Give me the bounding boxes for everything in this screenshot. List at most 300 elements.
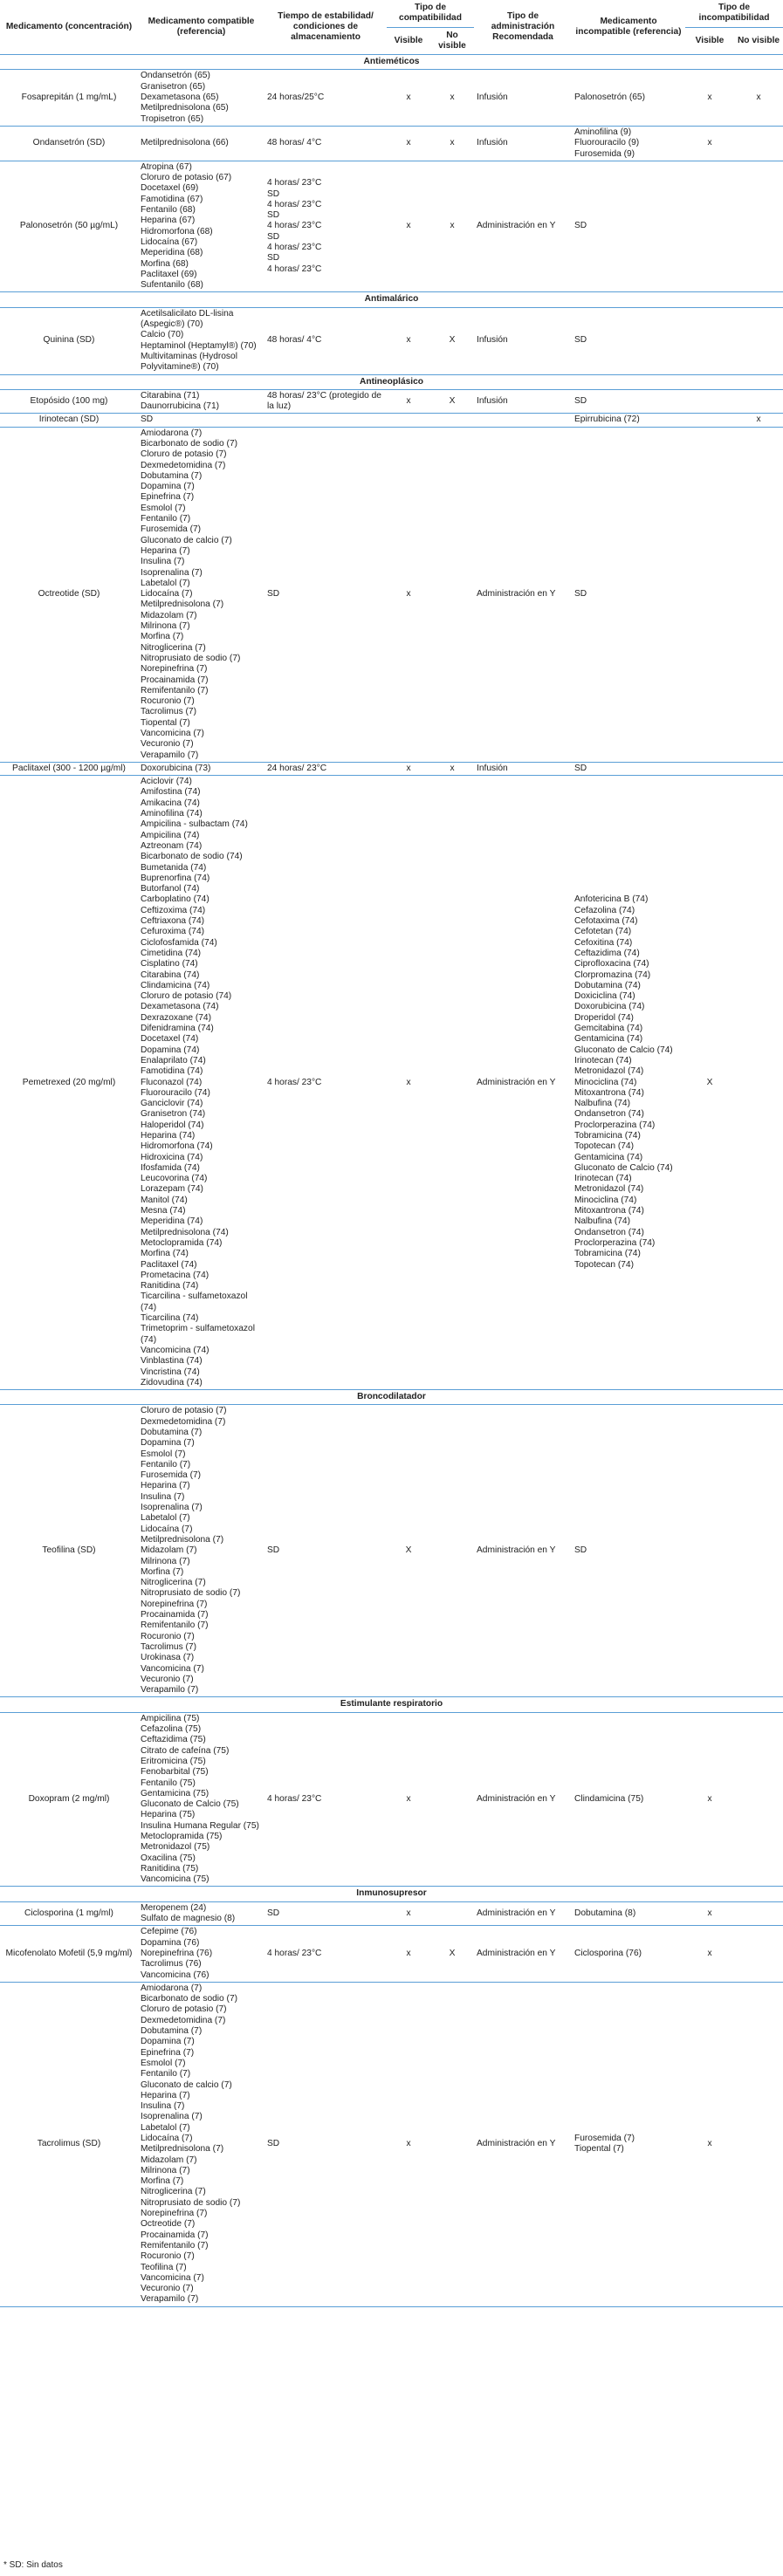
compatible-drug: Verapamilo (7) [141, 2294, 199, 2305]
compatible-drug: Haloperidol (74) [141, 1120, 204, 1130]
compatible-drug: Lidocaína (7) [141, 1524, 193, 1534]
incompatible-drug: Metronidazol (74) [574, 1184, 644, 1195]
incompatible-list [572, 389, 685, 414]
compatible-drug: Vancomicina (74) [141, 1345, 209, 1355]
stability-value: 4 horas/ 23°C [267, 178, 322, 188]
compatible-drug: Trimetoprim - sulfametoxazol (74) [141, 1324, 255, 1345]
compatible-drug: Amiodarona (7) [141, 428, 203, 438]
compatible-drug: Nitroprusiato de sodio (7) [141, 1588, 241, 1599]
compatible-drug: Vancomicina (76) [141, 1970, 209, 1980]
stability-value: 4 horas/ 23°C [267, 1793, 322, 1804]
incompatible-drug: Tiopental (7) [574, 2144, 624, 2155]
compatible-drug: Cloruro de potasio (74) [141, 991, 232, 1002]
compat-visible: X [387, 1405, 430, 1697]
compatible-drug: Amifostina (74) [141, 787, 201, 798]
compatible-list [138, 776, 264, 1390]
compatible-drug: Bicarbonato de sodio (74) [141, 852, 243, 862]
compatible-drug: Lorazepam (74) [141, 1184, 203, 1195]
compatible-drug: Milrinona (7) [141, 621, 190, 632]
header-compat-type: Tipo de compatibilidad [387, 0, 474, 27]
compatible-drug: Dopamina (74) [141, 1045, 200, 1055]
compatible-drug: Gluconato de calcio (7) [141, 535, 232, 545]
incompatible-drug: Gentamicina (74) [574, 1034, 643, 1045]
compatible-drug: Dexmedetomidina (7) [141, 2015, 226, 2025]
compatible-drug: Vecuronio (7) [141, 739, 194, 750]
compatible-drug: Tacrolimus (7) [141, 1641, 196, 1652]
incompatible-list [572, 1982, 685, 2306]
incompatible-drug: Tobramicina (74) [574, 1249, 641, 1259]
incompat-no-visible: x [734, 414, 783, 427]
compatible-drug: Bicarbonato de sodio (7) [141, 1994, 237, 2004]
compatible-drug: Fentanilo (7) [141, 2069, 191, 2079]
stability-value: SD [267, 253, 280, 264]
incompatible-drug: Tobramicina (74) [574, 1130, 641, 1141]
compatible-drug: Insulina Humana Regular (75) [141, 1820, 259, 1831]
incompat-visible [685, 307, 734, 374]
compatible-drug: Dexmedetomidina (7) [141, 1416, 226, 1427]
footnote: * SD: Sin datos [3, 2560, 63, 2570]
compatible-drug: Difenidramina (74) [141, 1024, 214, 1034]
incompatible-drug: Furosemida (9) [574, 148, 635, 159]
drug-name: Doxopram (2 mg/ml) [0, 1712, 138, 1887]
compatible-drug: Procainamida (7) [141, 2230, 209, 2240]
administration-type: Administración en Y [474, 776, 572, 1390]
compatible-drug: Heparina (67) [141, 216, 196, 226]
compat-visible: x [387, 776, 430, 1390]
incompatible-drug: Doxorubicina (74) [574, 1002, 645, 1012]
compatible-drug: SD [141, 414, 154, 425]
compatible-drug: Eritromicina (75) [141, 1756, 206, 1766]
incompatible-drug: Proclorperazina (74) [574, 1237, 656, 1248]
stability-list [264, 1982, 387, 2306]
compatible-drug: Hidromorfona (68) [141, 226, 213, 236]
administration-type: Infusión [474, 389, 572, 414]
drug-name: Pemetrexed (20 mg/ml) [0, 776, 138, 1390]
compatible-drug: Fentanilo (68) [141, 205, 196, 216]
compatible-drug: Cefazolina (75) [141, 1724, 202, 1735]
incompatible-drug: Nalbufina (74) [574, 1216, 630, 1227]
table-body [0, 55, 783, 2307]
incompatible-drug: Furosemida (7) [574, 2134, 635, 2143]
section-title: Antineoplásico [0, 374, 783, 389]
compatible-drug: Nitroglicerina (7) [141, 642, 206, 653]
compatible-drug: Dopamina (76) [141, 1937, 200, 1948]
compatible-drug: Docetaxel (74) [141, 1034, 199, 1045]
compatible-drug: Ondansetrón (65) [141, 71, 210, 81]
incompatible-list [572, 1405, 685, 1697]
incompatible-drug: Palonosetrón (65) [574, 92, 645, 103]
stability-list [264, 1405, 387, 1697]
compatible-drug: Vancomicina (7) [141, 2272, 204, 2283]
compatible-list [138, 126, 264, 161]
incompatible-drug: Gemcitabina (74) [574, 1024, 643, 1034]
incompatible-drug: Ciprofloxacina (74) [574, 959, 649, 969]
stability-value: SD [267, 1545, 280, 1556]
incompatible-list [572, 1712, 685, 1887]
incompatible-drug: Cefotetan (74) [574, 927, 632, 937]
stability-list [264, 389, 387, 414]
drug-name: Tacrolimus (SD) [0, 1982, 138, 2306]
incompat-no-visible [734, 427, 783, 762]
administration-type [474, 414, 572, 427]
stability-list [264, 126, 387, 161]
compatible-drug: Heparina (7) [141, 2090, 190, 2100]
table-header [0, 0, 783, 55]
incompatible-drug: Aminofilina (9) [574, 127, 632, 137]
compatible-drug: Vecuronio (7) [141, 2284, 194, 2294]
stability-list [264, 1712, 387, 1887]
compatible-drug: Rocuronio (7) [141, 1631, 195, 1641]
compatible-drug: Butorfanol (74) [141, 884, 200, 894]
administration-type: Administración en Y [474, 1926, 572, 1982]
incompatible-drug: SD [574, 589, 587, 599]
compatible-drug: Nitroprusiato de sodio (7) [141, 2197, 241, 2208]
table-row [0, 776, 783, 1390]
compatible-drug: Fluorouracilo (74) [141, 1087, 210, 1098]
incompatible-drug: Cefotaxima (74) [574, 916, 638, 927]
incompat-no-visible [734, 1926, 783, 1982]
incompatible-drug: Fluorouracilo (9) [574, 138, 640, 148]
compat-no-visible: X [430, 1926, 474, 1982]
stability-value: 4 horas/ 23°C [267, 221, 322, 231]
incompatible-drug: Clorpromazina (74) [574, 969, 651, 980]
incompatible-drug: Proclorperazina (74) [574, 1120, 656, 1130]
incompatible-drug: Topotecan (74) [574, 1259, 634, 1270]
stability-value: SD [267, 2139, 280, 2149]
compatible-drug: Esmolol (7) [141, 503, 186, 513]
administration-type: Administración en Y [474, 1982, 572, 2306]
compat-visible: x [387, 762, 430, 775]
compatible-drug: Heparina (75) [141, 1810, 196, 1820]
header-compatible: Medicamento compatible (referencia) [148, 16, 255, 38]
compatible-drug: Morfina (74) [141, 1249, 189, 1259]
compatible-drug: Ampicilina - sulbactam (74) [141, 819, 248, 830]
compatible-drug: Tacrolimus (7) [141, 707, 196, 717]
compatible-drug: Prometacina (74) [141, 1270, 209, 1280]
compatible-drug: Citrato de cafeína (75) [141, 1745, 230, 1756]
compatible-drug: Paclitaxel (69) [141, 269, 197, 279]
section-header [0, 1390, 783, 1405]
header-stability: Tiempo de estabilidad/ condiciones de almacenamiento [278, 10, 374, 43]
incompat-visible: x [685, 1901, 734, 1926]
compatible-drug: Aciclovir (74) [141, 777, 192, 787]
incompat-visible: x [685, 1712, 734, 1887]
compatible-drug: Ciclofosfamida (74) [141, 937, 217, 948]
compatible-drug: Norepinefrina (7) [141, 664, 208, 675]
incompatible-list [572, 776, 685, 1390]
compatible-drug: Nitroglicerina (7) [141, 1578, 206, 1588]
compat-visible: x [387, 307, 430, 374]
compat-no-visible: x [430, 70, 474, 126]
compatible-drug: Teofilina (7) [141, 2262, 187, 2272]
compat-visible: x [387, 1982, 430, 2306]
incompatible-drug: Cefazolina (74) [574, 905, 635, 915]
stability-value: SD [267, 231, 280, 242]
compatible-drug: Isoprenalina (7) [141, 567, 203, 578]
stability-list [264, 1926, 387, 1982]
table-row [0, 70, 783, 126]
compatible-drug: Rocuronio (7) [141, 2251, 195, 2262]
stability-value: 48 horas/ 4°C [267, 138, 322, 148]
compatible-drug: Isoprenalina (7) [141, 1503, 203, 1513]
compatible-drug: Esmolol (7) [141, 1449, 186, 1459]
compatible-drug: Granisetron (65) [141, 81, 206, 92]
compatible-list [138, 1712, 264, 1887]
section-header [0, 55, 783, 70]
incompatible-drug: Gluconato de Calcio (74) [574, 1045, 673, 1055]
compatible-drug: Metoclopramida (75) [141, 1831, 223, 1841]
drug-name: Irinotecan (SD) [0, 414, 138, 427]
drug-name: Octreotide (SD) [0, 427, 138, 762]
administration-type: Administración en Y [474, 1901, 572, 1926]
compatible-drug: Daunorrubicina (71) [141, 401, 220, 412]
compatible-drug: Esmolol (7) [141, 2058, 186, 2068]
stability-value: 48 horas/ 4°C [267, 335, 322, 346]
incompatible-list [572, 307, 685, 374]
stability-value: 4 horas/ 23°C [267, 264, 322, 274]
incompat-visible: x [685, 70, 734, 126]
compatible-drug: Morfina (68) [141, 258, 189, 269]
compatible-drug: Aminofilina (74) [141, 809, 203, 819]
compatible-drug: Multivitaminas (Hydrosol Polyvitamine®) (70) [141, 351, 237, 373]
compatible-drug: Fentanilo (7) [141, 1459, 191, 1470]
incompat-visible: x [685, 1982, 734, 2306]
compatible-drug: Milrinona (7) [141, 1556, 190, 1566]
compatible-drug: Insulina (7) [141, 2101, 185, 2112]
compatible-drug: Cimetidina (74) [141, 948, 202, 958]
compat-visible: x [387, 1712, 430, 1887]
incompat-visible: x [685, 126, 734, 161]
stability-list [264, 776, 387, 1390]
compatible-drug: Morfina (7) [141, 632, 184, 642]
compat-no-visible [430, 1712, 474, 1887]
compatible-drug: Ranitidina (75) [141, 1863, 199, 1874]
compat-visible: x [387, 1901, 430, 1926]
incompatible-list [572, 427, 685, 762]
compatible-drug: Sufentanilo (68) [141, 280, 203, 291]
incompat-no-visible [734, 1901, 783, 1926]
compatible-list [138, 161, 264, 292]
incompatible-drug: Mitoxantrona (74) [574, 1206, 644, 1216]
compat-visible: x [387, 70, 430, 126]
compatible-drug: Heparina (74) [141, 1130, 196, 1141]
section-header [0, 374, 783, 389]
compatible-drug: Dobutamina (7) [141, 470, 203, 481]
compatible-drug: Isoprenalina (7) [141, 2112, 203, 2122]
compat-no-visible [430, 776, 474, 1390]
compatible-drug: Dexmedetomidina (7) [141, 460, 226, 470]
compat-no-visible: x [430, 161, 474, 292]
compatible-drug: Milrinona (7) [141, 2165, 190, 2175]
compatible-drug: Heparina (7) [141, 1481, 190, 1491]
compatible-drug: Ampicilina (74) [141, 830, 200, 840]
stability-list [264, 1901, 387, 1926]
incompat-no-visible [734, 161, 783, 292]
compatible-drug: Ceftriaxona (74) [141, 916, 205, 927]
compatible-drug: Metoclopramida (74) [141, 1237, 223, 1248]
compat-no-visible [430, 414, 474, 427]
compatible-drug: Cloruro de potasio (7) [141, 2004, 227, 2015]
incompat-visible [685, 427, 734, 762]
compatible-drug: Famotidina (67) [141, 194, 203, 204]
compatible-drug: Hidroxicina (74) [141, 1152, 203, 1162]
compatible-drug: Granisetron (74) [141, 1109, 206, 1120]
compatible-drug: Remifentanilo (7) [141, 685, 209, 695]
drug-name: Etopósido (100 mg) [0, 389, 138, 414]
compatible-drug: Leucovorina (74) [141, 1174, 208, 1184]
compatible-drug: Heptaminol (Heptamyl®) (70) [141, 340, 257, 351]
stability-value: SD [267, 188, 280, 199]
table-row [0, 1901, 783, 1926]
compatible-drug: Epinefrina (7) [141, 2047, 195, 2058]
compatible-drug: Buprenorfina (74) [141, 873, 210, 883]
table-row [0, 1405, 783, 1697]
compatible-drug: Remifentanilo (7) [141, 2240, 209, 2251]
incompatible-list [572, 70, 685, 126]
compatible-drug: Norepinefrina (76) [141, 1948, 213, 1958]
compatible-drug: Amiodarona (7) [141, 1983, 203, 1993]
header-no-visible-incompat: No visible [734, 27, 783, 55]
drug-name: Teofilina (SD) [0, 1405, 138, 1697]
compat-visible: x [387, 389, 430, 414]
stability-value: 24 horas/25°C [267, 92, 325, 103]
incompat-visible [685, 414, 734, 427]
incompatible-drug: Minociclina (74) [574, 1077, 637, 1087]
compatible-drug: Doxorubicina (73) [141, 763, 211, 773]
compatible-drug: Vancomicina (7) [141, 1663, 204, 1674]
incompat-no-visible [734, 389, 783, 414]
compatible-drug: Ranitidina (74) [141, 1281, 199, 1291]
compatible-drug: Metilprednisolona (66) [141, 138, 229, 148]
incompatible-drug: Gentamicina (74) [574, 1152, 643, 1162]
compatible-drug: Vecuronio (7) [141, 1674, 194, 1684]
section-header [0, 292, 783, 307]
incompatible-list [572, 762, 685, 775]
incompatible-drug: Doxiciclina (74) [574, 991, 635, 1002]
drug-name: Ciclosporina (1 mg/ml) [0, 1901, 138, 1926]
administration-type: Infusión [474, 70, 572, 126]
compatible-drug: Urokinasa (7) [141, 1653, 195, 1663]
stability-list [264, 70, 387, 126]
compatible-drug: Meperidina (74) [141, 1216, 203, 1227]
incompatible-drug: Nalbufina (74) [574, 1099, 630, 1109]
incompat-no-visible [734, 776, 783, 1390]
compatible-drug: Acetilsalicilato DL-lisina (Aspegic®) (70) [141, 308, 234, 330]
compatible-drug: Heparina (7) [141, 545, 190, 556]
compatible-drug: Cefepime (76) [141, 1927, 197, 1937]
compatible-drug: Cefuroxima (74) [141, 927, 205, 937]
compatible-drug: Dopamina (7) [141, 1438, 195, 1449]
header-administration: Tipo de administración Recomendada [491, 10, 555, 43]
incompat-visible [685, 389, 734, 414]
compatible-drug: Aztreonam (74) [141, 840, 203, 851]
section-title: Estimulante respiratorio [0, 1697, 783, 1712]
compatible-drug: Dobutamina (7) [141, 1428, 203, 1437]
incompatible-drug: Droperidol (74) [574, 1012, 634, 1023]
compatible-drug: Dopamina (7) [141, 482, 195, 492]
stability-list [264, 414, 387, 427]
compatible-drug: Dopamina (7) [141, 2037, 195, 2047]
compatible-drug: Vancomicina (75) [141, 1874, 209, 1885]
section-title: Antieméticos [0, 55, 783, 70]
compatible-drug: Cloruro de potasio (67) [141, 173, 232, 183]
compatible-drug: Verapamilo (7) [141, 750, 199, 760]
incompatible-drug: Ceftazidima (74) [574, 948, 640, 958]
incompatible-list [572, 1926, 685, 1982]
incompatible-drug: Ciclosporina (76) [574, 1948, 642, 1958]
compat-no-visible [430, 1405, 474, 1697]
compatible-drug: Vancomicina (7) [141, 729, 204, 738]
compatible-drug: Epinefrina (7) [141, 492, 195, 503]
incompat-no-visible [734, 126, 783, 161]
administration-type: Administración en Y [474, 1712, 572, 1887]
compatible-drug: Famotidina (74) [141, 1066, 203, 1077]
table-row [0, 762, 783, 775]
header-incompat-type: Tipo de incompatibilidad [685, 0, 783, 27]
drug-name: Palonosetrón (50 µg/mL) [0, 161, 138, 292]
compatible-drug: Norepinefrina (7) [141, 2209, 208, 2219]
compatible-drug: Bicarbonato de sodio (7) [141, 438, 237, 449]
compatible-list [138, 389, 264, 414]
table-row [0, 414, 783, 427]
incompat-visible: X [685, 776, 734, 1390]
incompat-no-visible [734, 1405, 783, 1697]
administration-type: Administración en Y [474, 427, 572, 762]
compatible-drug: Docetaxel (69) [141, 183, 199, 194]
compatible-drug: Lidocaína (7) [141, 589, 193, 599]
compatible-drug: Ceftazidima (75) [141, 1735, 206, 1745]
incompat-visible [685, 1405, 734, 1697]
compatible-list [138, 414, 264, 427]
incompatible-drug: Ondansetron (74) [574, 1109, 644, 1120]
stability-value: SD [267, 210, 280, 221]
compatible-drug: Tropisetron (65) [141, 113, 204, 124]
incompatible-drug: SD [574, 763, 587, 773]
compatible-drug: Metilprednisolona (74) [141, 1227, 229, 1237]
compatible-list [138, 1405, 264, 1697]
compatible-drug: Zidovudina (74) [141, 1377, 203, 1387]
compatible-drug: Dexametasona (74) [141, 1002, 219, 1012]
compatible-drug: Citarabina (71) [141, 390, 200, 401]
incompatible-drug: Cefoxitina (74) [574, 937, 633, 948]
incompatible-drug: Irinotecan (74) [574, 1174, 632, 1184]
drug-name: Paclitaxel (300 - 1200 µg/ml) [0, 762, 138, 775]
incompat-no-visible [734, 1982, 783, 2306]
compatible-drug: Tiopental (7) [141, 717, 190, 728]
compatible-drug: Insulina (7) [141, 557, 185, 567]
incompatible-drug: SD [574, 395, 587, 406]
compatible-drug: Fluconazol (74) [141, 1077, 203, 1087]
compatible-drug: Norepinefrina (7) [141, 1599, 208, 1609]
compatible-drug: Metronidazol (75) [141, 1842, 210, 1853]
compatible-drug: Lidocaína (7) [141, 2134, 193, 2143]
compatible-drug: Morfina (7) [141, 1566, 184, 1577]
compatible-drug: Ticarcilina (74) [141, 1313, 199, 1324]
incompat-no-visible: x [734, 70, 783, 126]
incompatible-list [572, 161, 685, 292]
section-title: Inmunosupresor [0, 1887, 783, 1901]
compat-no-visible [430, 1901, 474, 1926]
compat-visible: x [387, 427, 430, 762]
compatible-drug: Fentanilo (7) [141, 514, 191, 524]
compatible-drug: Fentanilo (75) [141, 1778, 196, 1788]
compatible-drug: Ceftizoxima (74) [141, 905, 206, 915]
compat-no-visible: X [430, 307, 474, 374]
compatible-drug: Calcio (70) [141, 330, 184, 340]
compatible-drug: Fenobarbital (75) [141, 1767, 209, 1778]
header-visible-incompat: Visible [685, 27, 734, 55]
incompat-no-visible [734, 762, 783, 775]
